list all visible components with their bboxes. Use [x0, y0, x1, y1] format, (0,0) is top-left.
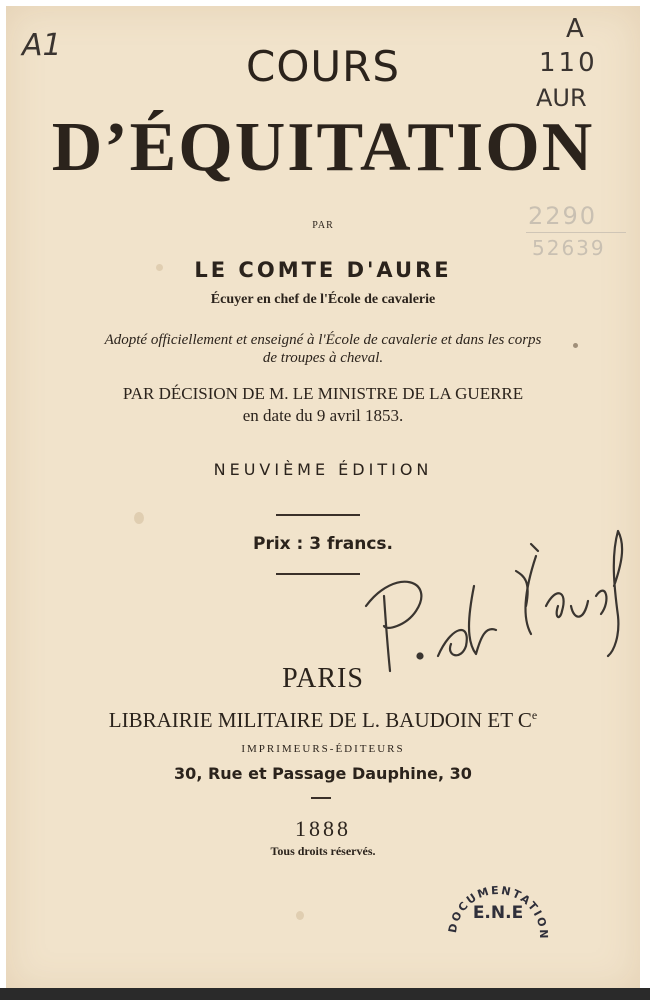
scan-border-bottom [0, 988, 650, 1000]
publisher [6, 708, 640, 733]
price: Prix : 3 francs. [252, 534, 394, 554]
decision-line-2: en date du 9 avril 1853. [242, 406, 404, 425]
edition: NEUVIÈME ÉDITION [213, 460, 433, 479]
annotation-top-left: A1 [22, 28, 62, 63]
rights: Tous droits réservés. [270, 844, 376, 858]
author-role: Écuyer en chef de l'École de cavalerie [210, 292, 436, 307]
signature [356, 526, 646, 686]
author-name: LE COMTE D'AURE [194, 258, 452, 282]
annotation-top-right-3: AUR [536, 84, 587, 112]
title-line-2: D’ÉQUITATION [51, 109, 595, 186]
shelf-mark-2: 52639 [532, 236, 606, 260]
annotation-top-right-2: 110 [539, 48, 598, 78]
title-line-1: COURS [246, 42, 400, 91]
small-rule [311, 797, 331, 799]
by-label: PAR [312, 220, 334, 231]
annotation-top-right-1: A [566, 14, 584, 44]
stamp-ring-text: DOCUMENTATION [445, 883, 551, 941]
paper-stain [134, 512, 144, 524]
adoption-line-1: Adopté officiellement et enseigné à l'École de cavalerie et dans les corps [104, 332, 542, 348]
documentation-stamp [434, 848, 564, 968]
address: 30, Rue et Passage Dauphine, 30 [174, 764, 472, 783]
rule-below-price [276, 573, 360, 575]
city: PARIS [282, 663, 364, 694]
adoption-line-2: de troupes à cheval. [262, 350, 384, 366]
publisher-name: LIBRAIRIE MILITAIRE DE L. BAUDOIN ET C [108, 708, 532, 732]
decision-line-1: PAR DÉCISION DE M. LE MINISTRE DE LA GUERRE [122, 384, 524, 403]
title-page [6, 6, 640, 992]
publisher-superscript: e [531, 708, 538, 722]
shelf-mark-rule [526, 232, 626, 233]
printers: IMPRIMEURS-ÉDITEURS [241, 743, 405, 755]
shelf-mark-1: 2290 [528, 202, 598, 230]
year: 1888 [295, 816, 351, 841]
stamp-center: E.N.E [472, 903, 524, 923]
paper-stain [296, 911, 304, 920]
rule-above-price [276, 514, 360, 516]
